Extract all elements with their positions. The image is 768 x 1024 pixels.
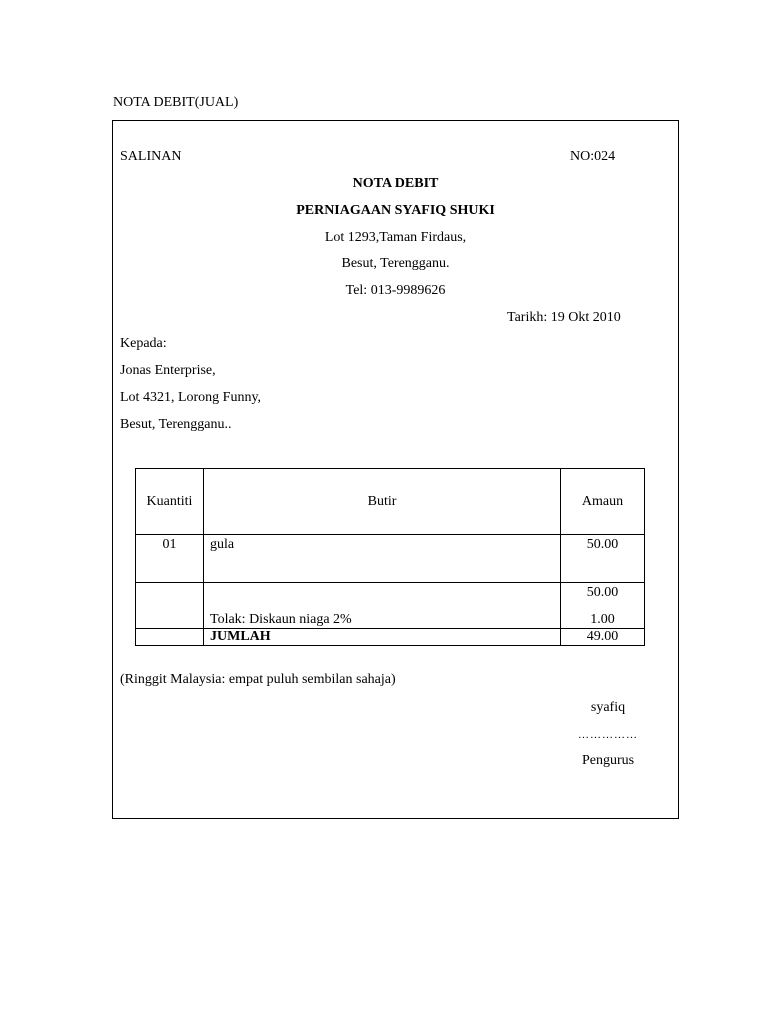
row-item: gula (204, 535, 561, 583)
copy-label: SALINAN (120, 149, 182, 164)
signature-name: syafiq (590, 700, 626, 715)
document-heading: NOTA DEBIT(JUAL) (113, 95, 239, 110)
company-tel: Tel: 013-9989626 (345, 283, 446, 298)
header-qty: Kuantiti (136, 469, 204, 535)
discount-label: Tolak: Diskaun niaga 2% (210, 612, 352, 627)
note-number: NO:024 (570, 149, 616, 164)
debit-note-frame (112, 120, 679, 819)
items-table (135, 468, 645, 646)
note-date: Tarikh: 19 Okt 2010 (507, 310, 621, 325)
row-amount: 50.00 (561, 535, 645, 583)
company-address-line2: Besut, Terengganu. (341, 256, 450, 271)
total-label: JUMLAH (204, 629, 561, 646)
company-name: PERNIAGAAN SYAFIQ SHUKI (296, 203, 495, 218)
table-header-row (136, 469, 645, 535)
amount-in-words: (Ringgit Malaysia: empat puluh sembilan sahaja) (120, 672, 396, 687)
discount-amount: 1.00 (590, 612, 615, 627)
total-amount: 49.00 (561, 629, 645, 646)
row-qty: 01 (136, 535, 204, 583)
header-amount: Amaun (561, 469, 645, 535)
note-title: NOTA DEBIT (352, 176, 439, 191)
signature-role: Pengurus (581, 753, 635, 768)
subtotal-amount: 50.00 (586, 585, 619, 600)
recipient-address-line1: Lot 4321, Lorong Funny, (120, 390, 262, 405)
recipient-name: Jonas Enterprise, (120, 363, 216, 378)
company-address-line1: Lot 1293,Taman Firdaus, (324, 230, 467, 245)
recipient-address-line2: Besut, Terengganu.. (120, 417, 232, 432)
table-row (136, 535, 645, 583)
recipient-label: Kepada: (120, 336, 167, 351)
table-row-total (136, 629, 645, 646)
header-item: Butir (204, 469, 561, 535)
table-row-discount (136, 583, 645, 629)
signature-line: …………… (578, 729, 638, 741)
